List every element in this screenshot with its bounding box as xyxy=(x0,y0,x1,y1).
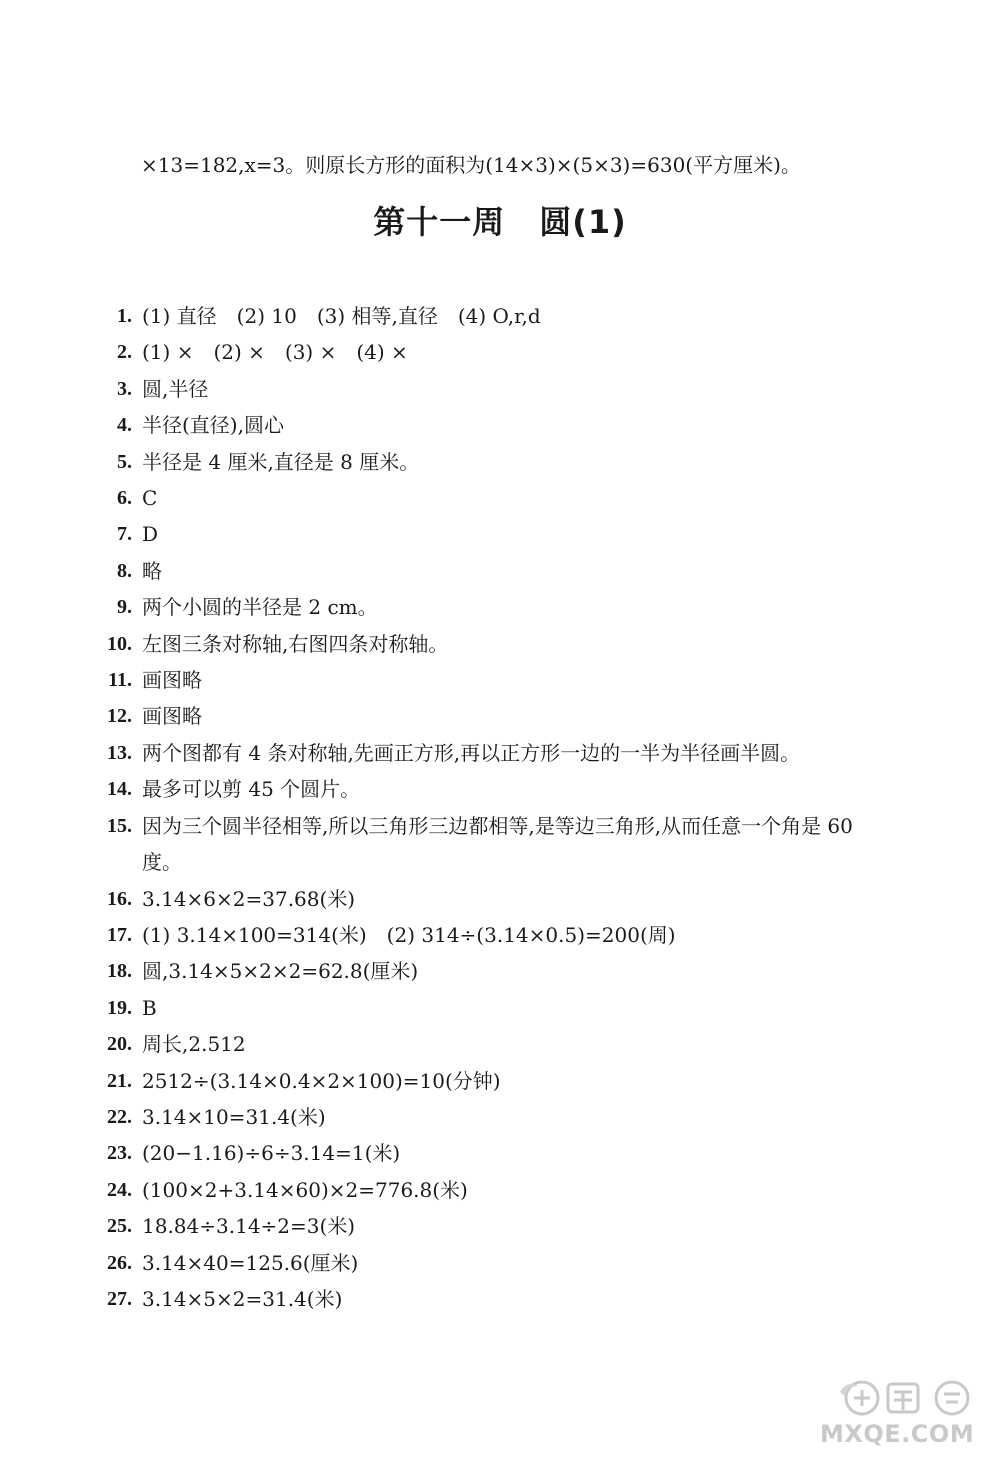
answer-item xyxy=(100,407,900,443)
answer-number: 22. xyxy=(107,1105,132,1128)
answer-number: 9. xyxy=(117,596,132,619)
answer-text: 半径(直径),圆心 xyxy=(142,413,284,438)
answer-number: 20. xyxy=(107,1033,132,1056)
answer-text: 3.14×6×2=37.68(米) xyxy=(142,886,356,911)
answer-item xyxy=(100,735,900,771)
answer-text: (1) 直径 (2) 10 (3) 相等,直径 (4) O,r,d xyxy=(142,304,541,328)
answer-text: (1) × (2) × (3) × (4) × xyxy=(142,340,408,365)
answer-number: 1. xyxy=(117,305,132,327)
answer-item xyxy=(100,662,900,698)
answer-number: 13. xyxy=(107,741,132,764)
answer-text: (20−1.16)÷6÷3.14=1(米) xyxy=(142,1141,401,1166)
answer-text: 3.14×40=125.6(厘米) xyxy=(142,1250,359,1275)
answer-number: 26. xyxy=(107,1251,132,1274)
answer-text: 画图略 xyxy=(142,668,202,693)
answer-number: 16. xyxy=(107,887,132,910)
continuation-line: ×13=182,x=3。则原长方形的面积为(14×3)×(5×3)=630(平方厘米)。 xyxy=(141,153,801,177)
answer-item xyxy=(100,953,900,989)
answer-text: (100×2+3.14×60)×2=776.8(米) xyxy=(142,1177,468,1202)
section-title-topic: 圆(1) xyxy=(539,203,627,241)
section-title xyxy=(0,196,1000,248)
answer-number: 19. xyxy=(107,996,132,1019)
answer-number: 5. xyxy=(117,450,132,473)
answer-number: 24. xyxy=(107,1178,132,1201)
answer-number: 10. xyxy=(107,632,132,655)
answer-item xyxy=(100,1026,900,1062)
answer-text: 两个图都有 4 条对称轴,先画正方形,再以正方形一边的一半为半径画半圆。 xyxy=(142,740,801,765)
watermark-url: MXQE.COM xyxy=(820,1420,975,1448)
answer-item xyxy=(100,698,900,734)
answer-number: 21. xyxy=(107,1069,132,1092)
answer-item xyxy=(100,1172,900,1208)
answer-item xyxy=(100,371,900,407)
answer-number: 12. xyxy=(107,705,132,728)
answer-text: 两个小圆的半径是 2 cm。 xyxy=(142,595,378,620)
answer-text: B xyxy=(142,995,157,1020)
answer-number: 18. xyxy=(107,960,132,983)
answer-text: 画图略 xyxy=(142,704,202,729)
answer-item xyxy=(100,808,900,881)
answer-item xyxy=(100,334,900,370)
answer-text: 3.14×5×2=31.4(米) xyxy=(142,1286,343,1311)
answer-number: 6. xyxy=(117,487,132,510)
answer-item xyxy=(100,1245,900,1281)
answer-number: 27. xyxy=(107,1287,132,1310)
answer-item xyxy=(100,480,900,516)
answer-item xyxy=(100,1135,900,1171)
answer-number: 3. xyxy=(117,377,132,400)
answer-number: 15. xyxy=(107,814,132,837)
answer-text: 略 xyxy=(142,558,162,583)
answer-item xyxy=(100,1208,900,1244)
answer-item xyxy=(100,771,900,807)
watermark xyxy=(818,1376,988,1450)
answer-text: D xyxy=(142,522,159,547)
answer-list xyxy=(100,298,900,1317)
answer-number: 7. xyxy=(117,523,132,546)
answer-number: 25. xyxy=(107,1215,132,1238)
answer-text: 圆,半径 xyxy=(142,376,209,401)
answer-text: 左图三条对称轴,右图四条对称轴。 xyxy=(142,631,449,656)
answer-number: 2. xyxy=(117,341,132,364)
answer-item xyxy=(100,1281,900,1317)
answer-text: 因为三个圆半径相等,所以三角形三边都相等,是等边三角形,从而任意一个角是 60 度。 xyxy=(142,813,853,875)
answer-text: C xyxy=(142,486,158,511)
answer-number: 23. xyxy=(107,1142,132,1165)
answer-number: 17. xyxy=(107,923,132,946)
answer-item xyxy=(100,1063,900,1099)
answer-item xyxy=(100,1099,900,1135)
answer-number: 4. xyxy=(117,414,132,437)
answer-number: 11. xyxy=(108,669,132,692)
answer-item xyxy=(100,990,900,1026)
answer-item xyxy=(100,553,900,589)
answer-number: 8. xyxy=(117,559,132,582)
answer-text: 3.14×10=31.4(米) xyxy=(142,1104,326,1129)
answer-text: (1) 3.14×100=314(米) (2) 314÷(3.14×0.5)=200(周) xyxy=(142,922,676,947)
answer-number: 14. xyxy=(107,778,132,801)
section-title-week: 第十一周 xyxy=(373,203,506,241)
answer-text: 圆,3.14×5×2×2=62.8(厘米) xyxy=(142,959,419,984)
answer-item xyxy=(100,444,900,480)
answer-text: 周长,2.512 xyxy=(142,1032,246,1057)
answer-text: 半径是 4 厘米,直径是 8 厘米。 xyxy=(142,449,420,474)
answer-item xyxy=(100,917,900,953)
answer-item xyxy=(100,626,900,662)
answer-text: 18.84÷3.14÷2=3(米) xyxy=(142,1214,356,1239)
answer-item xyxy=(100,881,900,917)
answer-text: 最多可以剪 45 个圆片。 xyxy=(142,777,361,802)
answer-text: 2512÷(3.14×0.4×2×100)=10(分钟) xyxy=(142,1068,501,1093)
watermark-logo-icon xyxy=(818,1376,988,1420)
answer-item xyxy=(100,516,900,552)
answer-item xyxy=(100,298,900,334)
answer-item xyxy=(100,589,900,625)
